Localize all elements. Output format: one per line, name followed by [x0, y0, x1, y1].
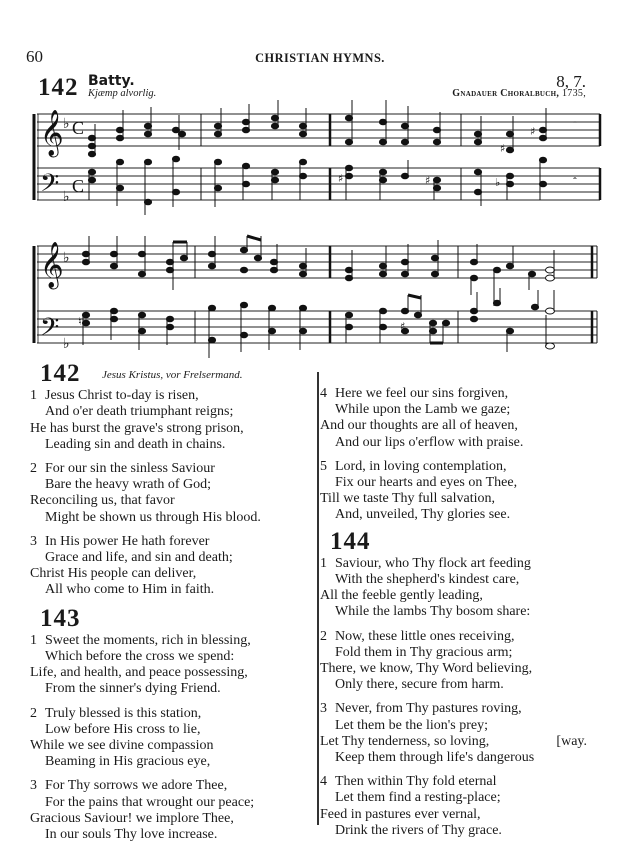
flat-icon: ♭	[63, 189, 70, 205]
verse-line: In our souls Thy love increase.	[45, 827, 218, 843]
natural-icon: ♮	[78, 315, 82, 328]
verse-line: Low before His cross to lie,	[45, 721, 201, 737]
verse-line: Which before the cross we spend:	[45, 649, 235, 665]
stanza	[320, 386, 620, 451]
hymn-142-continued	[320, 386, 620, 524]
verse-line: Gracious Saviour! we implore Thee,	[30, 810, 234, 826]
hymn-number: 144	[330, 527, 371, 555]
verse-line: Grace and life, and sin and death;	[45, 550, 233, 566]
bass-clef-icon: 𝄢	[40, 313, 60, 348]
verse-line: Lord, in loving contemplation,	[335, 458, 507, 474]
rest-icon: 𝄼	[573, 118, 577, 129]
source-year: 1735,	[562, 88, 586, 99]
treble-clef-icon: 𝄞	[40, 110, 64, 156]
stanza	[320, 701, 620, 766]
verse-line: Reconciling us, that favor	[30, 493, 175, 509]
verse-line: Fix our hearts and eyes on Thee,	[335, 475, 518, 491]
verse-line: For Thy sorrows we adore Thee,	[45, 778, 228, 794]
verse-line: Drink the rivers of Thy grace.	[335, 822, 502, 838]
stanza-number: 3	[30, 533, 37, 549]
stanza-number: 1	[30, 388, 37, 404]
stanza-number: 3	[320, 701, 327, 717]
flat-icon: ♭	[63, 116, 70, 132]
verse-line: Fold them in Thy gracious arm;	[335, 644, 513, 660]
tune-number: 142	[38, 74, 79, 101]
verse-line: Saviour, who Thy flock art feeding	[335, 555, 531, 571]
hymn-143	[30, 604, 315, 844]
verse-line: Life, and health, and peace possessing,	[30, 665, 248, 681]
stanza	[30, 388, 315, 453]
stanza	[30, 461, 315, 526]
sharp-icon: ♯	[400, 320, 406, 333]
stanza	[30, 778, 315, 843]
stanza	[30, 633, 315, 698]
verse-line: Truly blessed is this station,	[45, 705, 202, 721]
verse-line: For the pains that wrought our peace;	[45, 794, 255, 810]
verse-line: And, unveiled, Thy glories see.	[335, 507, 511, 523]
flat-icon: ♭	[495, 176, 501, 189]
verse-line: Let them find a resting-place;	[335, 790, 501, 806]
verse-line: While upon the Lamb we gaze;	[335, 402, 511, 418]
verse-line: From the sinner's dying Friend.	[45, 681, 221, 697]
stanza-number: 5	[320, 458, 327, 474]
verse-line: Only there, secure from harm.	[335, 677, 504, 693]
system-1-staves	[37, 114, 600, 343]
meter: 8, 7.	[556, 72, 586, 91]
music-score	[0, 0, 640, 365]
running-head: CHRISTIAN HYMNS.	[255, 50, 385, 65]
verse-line: For our sin the sinless Saviour	[45, 461, 215, 477]
rest-icon: 𝄼	[573, 174, 577, 185]
stanza	[320, 459, 620, 524]
verse-line: Bare the heavy wrath of God;	[45, 477, 211, 493]
hymn-subtitle: Jesus Kristus, vor Frelsermand.	[102, 369, 243, 381]
stanza-number: 4	[320, 386, 327, 401]
tune-name: Batty.	[88, 73, 135, 89]
hymn-142	[30, 360, 315, 599]
hymn-number: 142	[40, 360, 81, 387]
source-name: Gnadauer Choralbuch,	[452, 88, 560, 99]
verse-line: All the feeble gently leading,	[320, 588, 483, 604]
sharp-icon: ♯	[530, 125, 536, 138]
barlines	[34, 114, 600, 343]
stanza	[320, 556, 620, 621]
verse-line: Then within Thy fold eternal	[335, 774, 497, 790]
verse-line: Feed in pastures ever vernal,	[320, 806, 481, 822]
treble-clef-icon: 𝄞	[40, 242, 64, 288]
stanza-number: 2	[30, 461, 37, 477]
verse-line: And o'er death triumphant reigns;	[45, 404, 234, 420]
verse-line: And our thoughts are all of heaven,	[320, 418, 518, 434]
verse-line: Keep them through life's dangerous	[335, 750, 535, 766]
stanza	[30, 534, 315, 599]
tune-subtitle: Kjæmp alvorlig.	[88, 88, 157, 99]
sharp-icon: ♯	[500, 142, 506, 155]
verse-line: Christ His people can deliver,	[30, 566, 197, 582]
stanza-number: 1	[320, 555, 327, 571]
verse-line: Leading sin and death in chains.	[45, 436, 226, 452]
page-number: 60	[26, 47, 43, 66]
verse-line: Let Thy tenderness, so loving,	[320, 733, 490, 749]
stanza-number: 4	[320, 774, 327, 790]
column-divider	[317, 372, 319, 825]
verse-line: Till we taste Thy full salvation,	[320, 491, 495, 507]
verse-line: There, we know, Thy Word believing,	[320, 661, 533, 677]
left-column	[30, 360, 315, 851]
common-time-icon: C	[72, 176, 85, 196]
sharp-icon: ♯	[338, 172, 344, 185]
verse-line: Here we feel our sins forgiven,	[335, 386, 509, 401]
verse-line: Jesus Christ to-day is risen,	[45, 388, 199, 404]
flat-icon: ♭	[63, 336, 70, 352]
hymn-number: 143	[40, 604, 81, 632]
verse-line: With the shepherd's kindest care,	[335, 572, 520, 588]
verse-line: He has burst the grave's strong prison,	[30, 420, 244, 436]
stanza-number: 3	[30, 778, 37, 794]
sharp-icon: ♯	[425, 174, 431, 187]
flat-icon: ♭	[63, 250, 70, 266]
verse-line: In His power He hath forever	[45, 533, 210, 549]
verse-line: While the lambs Thy bosom share:	[335, 604, 531, 620]
right-column	[320, 386, 620, 847]
verse-line: Sweet the moments, rich in blessing,	[45, 632, 251, 648]
stanza	[30, 706, 315, 771]
verse-line: Might be shown us through His blood.	[45, 509, 261, 525]
hymn-144	[320, 527, 620, 839]
verse-line: While we see divine compassion	[30, 738, 214, 754]
verse-line: Now, these little ones receiving,	[335, 628, 515, 644]
verse-line: Let them be the lion's prey;	[335, 717, 488, 733]
verse-line: And our lips o'erflow with praise.	[335, 434, 524, 450]
bass-clef-icon: 𝄢	[40, 169, 60, 204]
verse-line: All who come to Him in faith.	[45, 582, 215, 598]
stanza-number: 2	[30, 705, 37, 721]
common-time-icon: C	[72, 118, 85, 138]
stanza-number: 2	[320, 628, 327, 644]
stanza	[320, 629, 620, 694]
stanza	[320, 774, 620, 839]
verse-line: Beaming in His gracious eye,	[45, 754, 211, 770]
stanza-number: 1	[30, 632, 37, 648]
verse-line: Never, from Thy pastures roving,	[335, 701, 522, 717]
line-overflow-tail: [way.	[556, 733, 587, 749]
